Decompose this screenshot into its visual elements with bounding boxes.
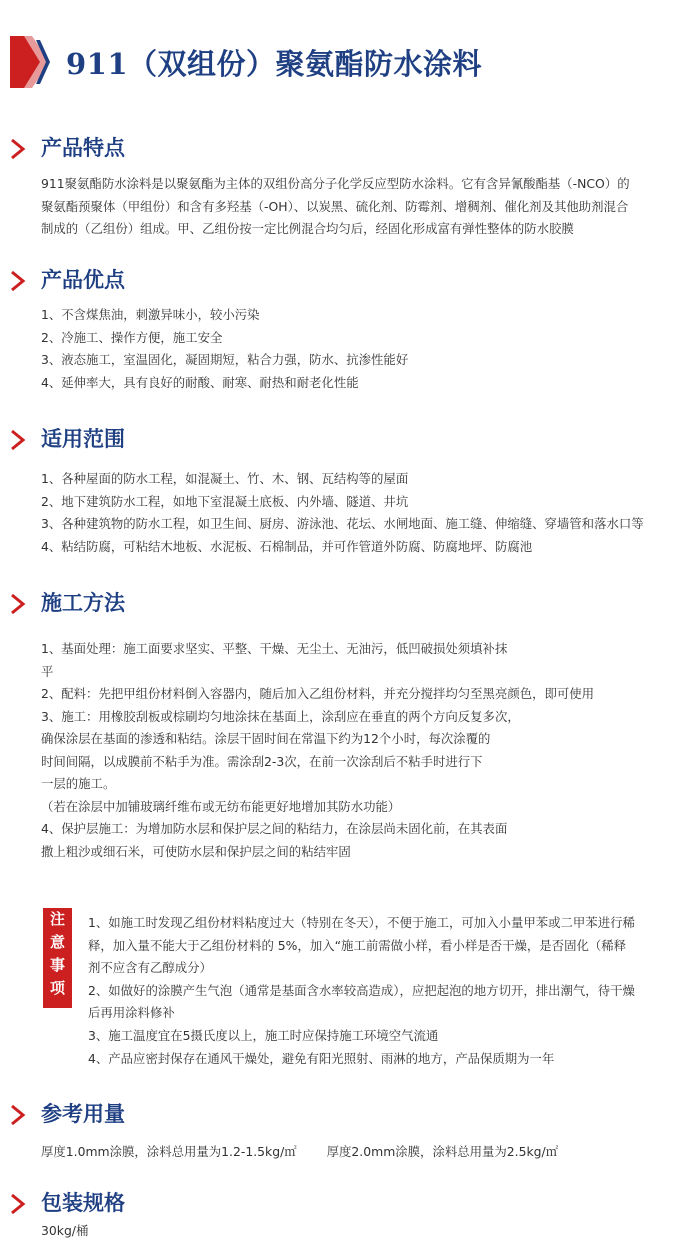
method-line: 确保涂层在基面的渗透和粘结。涂层干固时间在常温下约为12个小时，每次涂覆的 — [41, 731, 491, 746]
section-title-advantages: 产品优点 — [41, 267, 125, 292]
usage-text — [41, 1141, 558, 1164]
notice-tag-char: 注 — [49, 910, 65, 928]
list-item: 2、地下建筑防水工程，如地下室混凝土底板、内外墙、隧道、井坑 — [41, 493, 409, 509]
page-header — [0, 28, 690, 100]
list-item: 2、冷施工、操作方便，施工安全 — [41, 329, 223, 345]
advantages-list — [41, 304, 408, 394]
section-advantages — [0, 263, 690, 297]
section-title-scope: 适用范围 — [41, 426, 125, 451]
notice-text — [88, 912, 635, 1070]
notice-line: 4、产品应密封保存在通风干燥处，避免有阳光照射、雨淋的地方，产品保质期为一年 — [88, 1050, 555, 1066]
notice-line: 2、如做好的涂膜产生气泡（通常是基面含水率较高造成），应把起泡的地方切开，排出潮气，待干燥 — [88, 982, 635, 998]
notice-line: 后再用涂料修补 — [88, 1005, 175, 1021]
features-line: 制成的（乙组份）组成。甲、乙组份按一定比例混合均匀后，经固化形成富有弹性整体的防水胶膜 — [41, 221, 574, 236]
list-item: 1、不含煤焦油，刺激异味小，较小污染 — [41, 307, 260, 322]
section-title-usage: 参考用量 — [41, 1101, 125, 1126]
list-item: 1、各种屋面的防水工程，如混凝土、竹、木、钢、瓦结构等的屋面 — [41, 471, 409, 486]
list-item: 4、延伸率大，具有良好的耐酸、耐寒、耐热和耐老化性能 — [41, 374, 359, 390]
section-method — [0, 586, 690, 620]
features-line: 911聚氨酯防水涂料是以聚氨酯为主体的双组份高分子化学反应型防水涂料。它有含异氰酸酯基（-NCO）的 — [41, 176, 630, 191]
method-line: 4、保护层施工：为增加防水层和保护层之间的粘结力，在涂层尚未固化前，在其表面 — [41, 821, 508, 836]
notice-line: 剂不应含有乙醇成分） — [88, 960, 212, 976]
red-chevron-logo-icon — [10, 36, 50, 88]
notice-tag-char: 事 — [49, 956, 65, 974]
chevron-right-icon — [9, 1193, 27, 1215]
features-text — [41, 173, 630, 241]
method-line: （若在涂层中加铺玻璃纤维布或无纺布能更好地增加其防水功能） — [41, 798, 401, 814]
notice-line: 释，加入量不能大于乙组份材料的 5%，加入“施工前需做小样，看小样是否干燥，是否固化（稀释 — [88, 937, 627, 953]
chevron-right-icon — [9, 138, 27, 160]
chevron-right-icon — [9, 593, 27, 615]
list-item: 3、各种建筑物的防水工程，如卫生间、厨房、游泳池、花坛、水闸地面、施工缝、伸缩缝、穿墙管和落水口等 — [41, 516, 644, 531]
notice-line: 1、如施工时发现乙组份材料粘度过大（特别在冬天），不便于施工，可加入小量甲苯或二甲苯进行稀 — [88, 915, 635, 930]
method-line: 1、基面处理：施工面要求坚实、平整、干燥、无尘土、无油污，低凹破损处须填补抹 — [41, 641, 508, 656]
scope-list — [41, 468, 644, 558]
section-title-packaging: 包装规格 — [41, 1190, 125, 1215]
chevron-right-icon — [9, 270, 27, 292]
packaging-text — [41, 1220, 88, 1243]
notice-tag — [43, 908, 72, 1008]
page-title: 911（双组份）聚氨酯防水涂料 — [66, 47, 483, 81]
chevron-right-icon — [9, 1104, 27, 1126]
method-line: 撒上粗沙或细石米，可使防水层和保护层之间的粘结牢固 — [41, 843, 351, 859]
chevron-right-icon — [9, 429, 27, 451]
section-packaging — [0, 1186, 690, 1220]
usage-item: 厚度2.0mm涂膜，涂料总用量为2.5kg/㎡ — [326, 1144, 559, 1159]
section-scope — [0, 422, 690, 456]
method-line: 2、配料：先把甲组份材料倒入容器内，随后加入乙组份材料，并充分搅拌均匀至黑亮颜色，即可使用 — [41, 686, 595, 701]
notice-tag-char: 意 — [49, 933, 65, 951]
section-usage — [0, 1097, 690, 1131]
notice-tag-char: 项 — [49, 979, 65, 997]
method-line: 平 — [41, 663, 54, 679]
list-item: 4、粘结防腐，可粘结木地板、水泥板、石棉制品，并可作管道外防腐、防腐地坪、防腐池 — [41, 538, 533, 554]
notice-box — [43, 906, 690, 1066]
method-text — [41, 638, 594, 863]
method-line: 3、施工：用橡胶刮板或棕刷均匀地涂抹在基面上，涂刮应在垂直的两个方向反复多次， — [41, 708, 520, 724]
section-features — [0, 131, 690, 165]
notice-line: 3、施工温度宜在5摄氏度以上，施工时应保持施工环境空气流通 — [88, 1027, 439, 1043]
features-line: 聚氨酯预聚体（甲组份）和含有多羟基（-OH）、以炭黑、硫化剂、防霉剂、增稠剂、催化剂及其他助剂混合 — [41, 198, 629, 214]
section-title-features: 产品特点 — [41, 135, 125, 160]
usage-item: 厚度1.0mm涂膜，涂料总用量为1.2-1.5kg/㎡ — [41, 1144, 297, 1159]
method-line: 一层的施工。 — [41, 776, 116, 791]
method-line: 时间间隔，以成膜前不粘手为准。需涂刮2-3次，在前一次涂刮后不粘手时进行下 — [41, 753, 483, 769]
packaging-spec: 30kg/桶 — [41, 1223, 89, 1238]
list-item: 3、液态施工，室温固化，凝固期短，粘合力强，防水、抗渗性能好 — [41, 352, 409, 367]
section-title-method: 施工方法 — [41, 590, 125, 615]
